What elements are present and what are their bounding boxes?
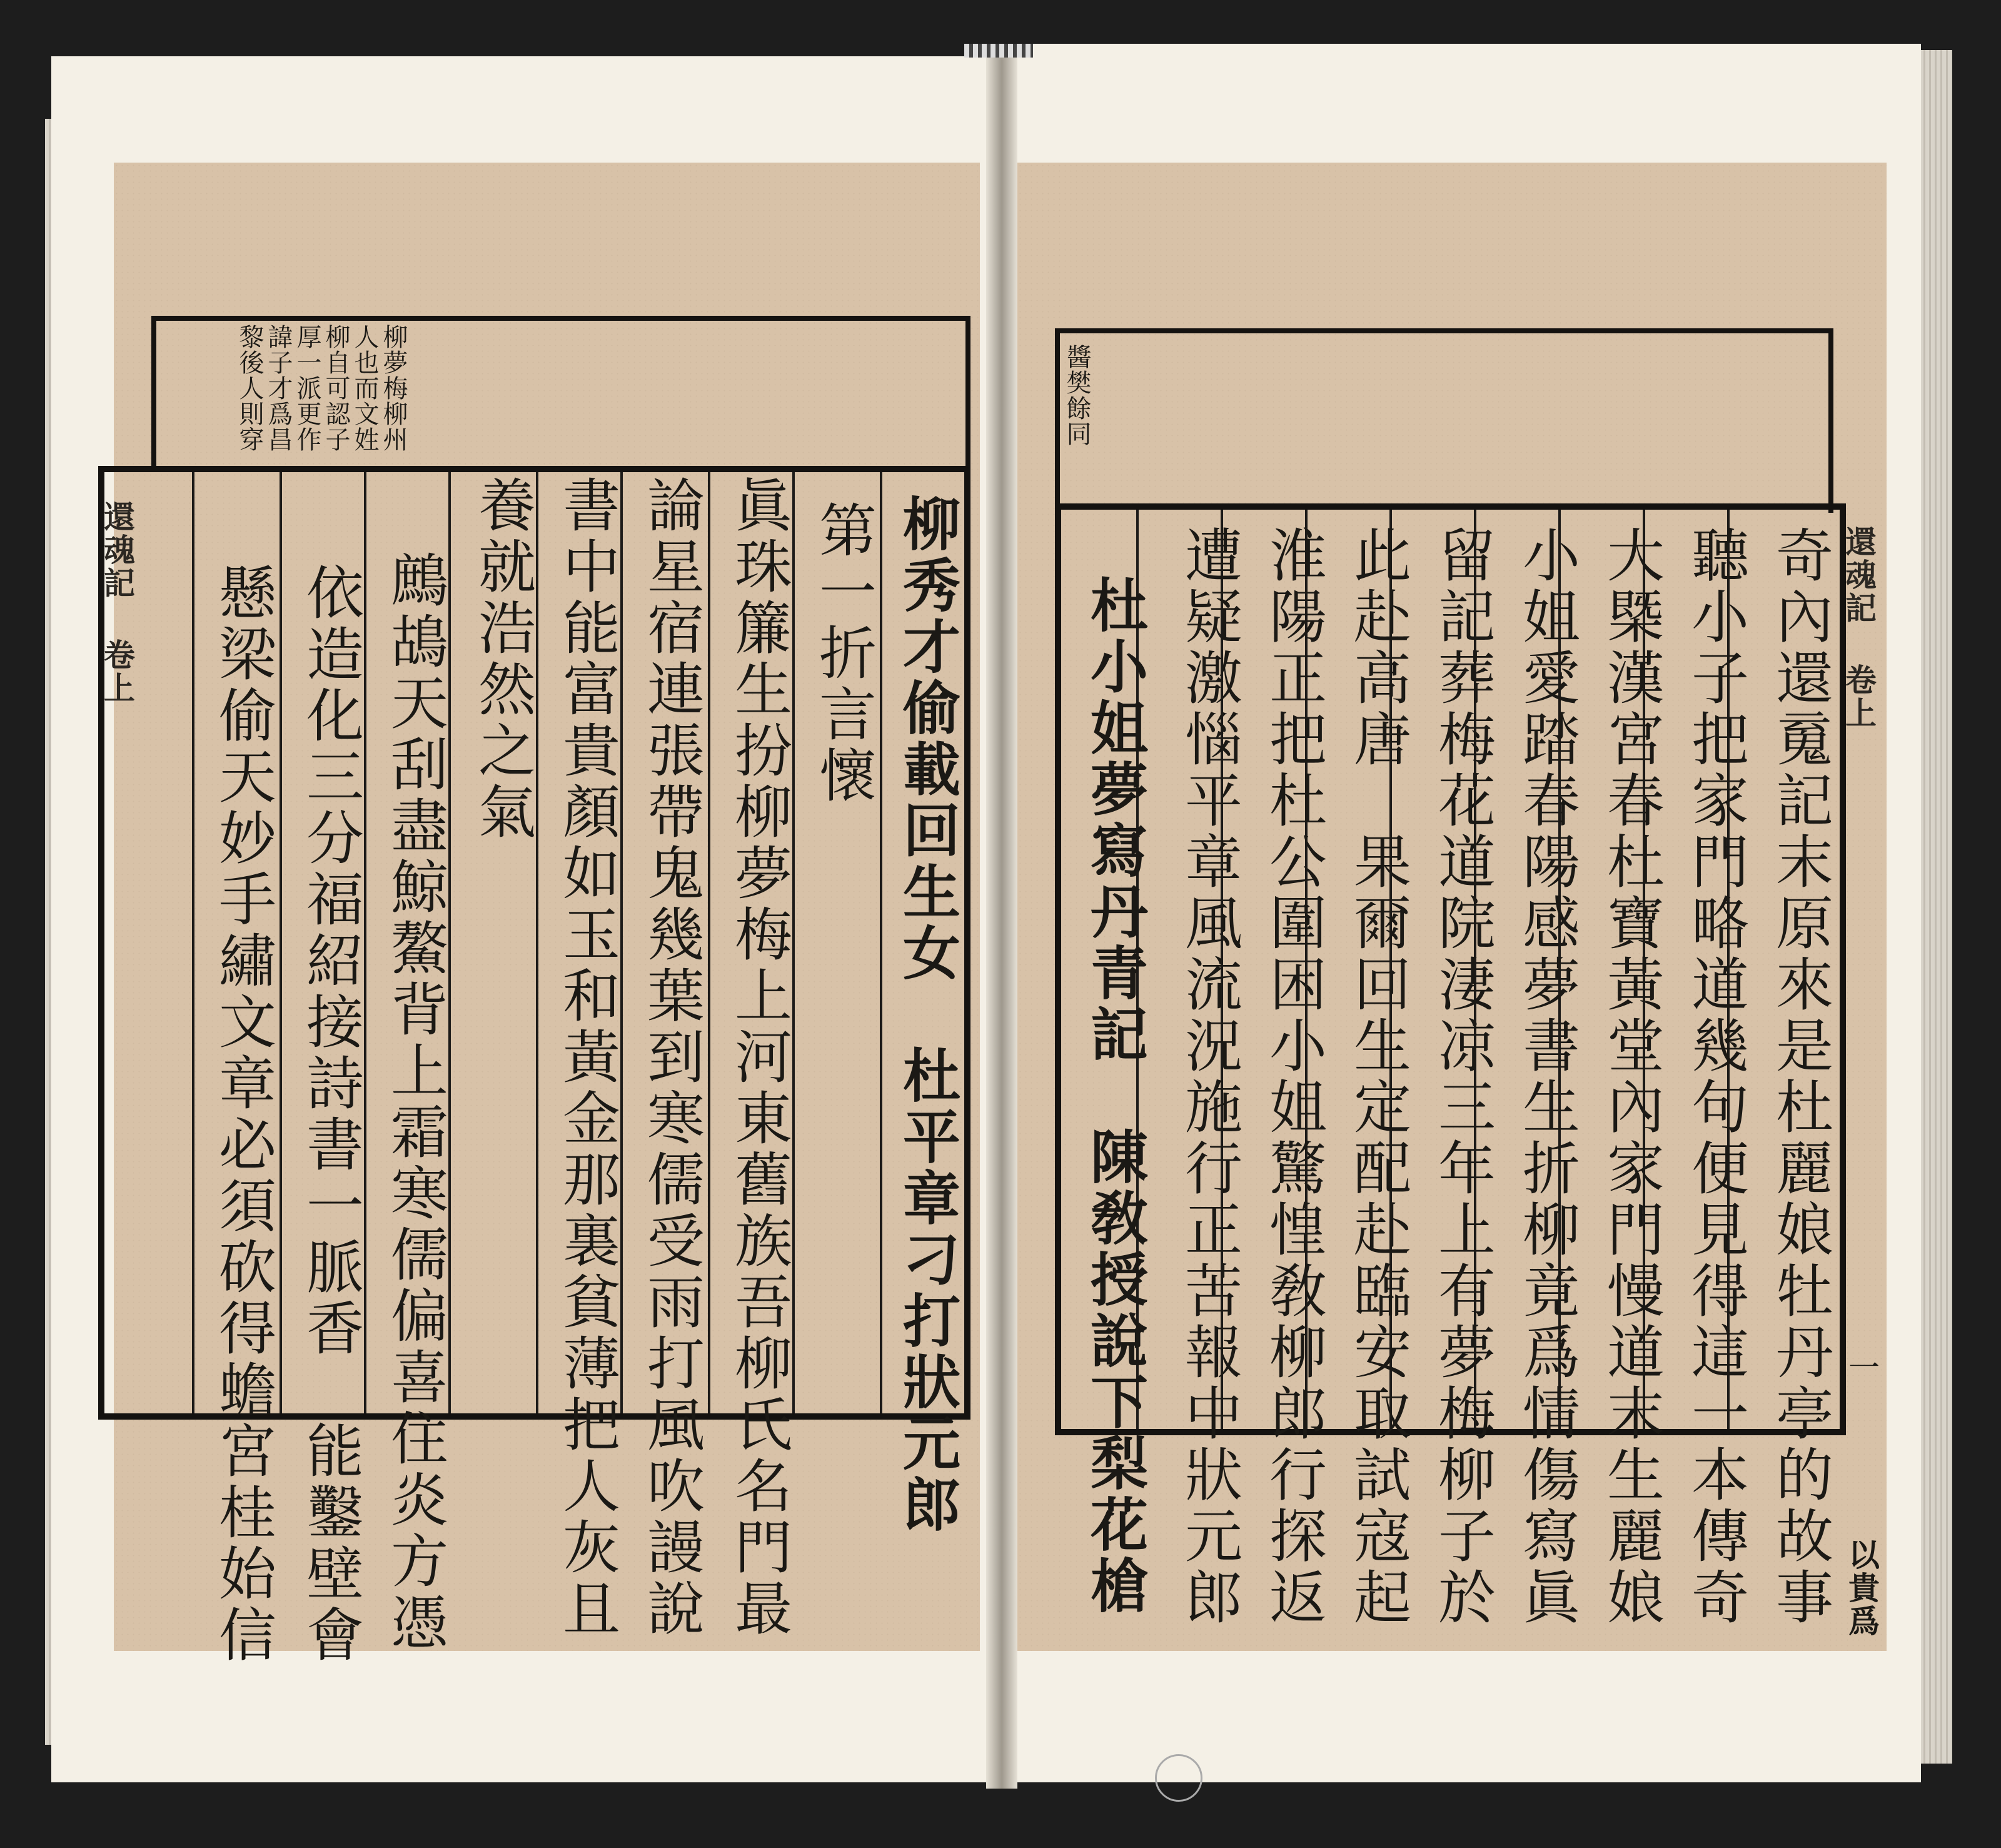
- right-col-2: 聽小子把家門略道幾句便見得這一本傳奇: [1682, 525, 1749, 1628]
- left-col-9: 懸梁偷天妙手繡文章必須砍得蟾宮桂始信: [209, 563, 276, 1666]
- right-margin-note: 醬樊餘同: [1062, 344, 1091, 447]
- right-col-7: 淮陽正把杜公圍困小姐驚惶敎柳郎行探返: [1260, 525, 1327, 1628]
- left-margin-note: 柳夢梅柳州人也而文姓柳自可認子厚一派更作諱子才爲昌黎後人則穿: [235, 324, 408, 452]
- right-top-box: [1055, 328, 1833, 513]
- right-col-8: 遭疑激惱平章風流況施行正苦報中狀元郎: [1176, 525, 1242, 1628]
- right-col-6: 此赴高唐 果爾回生定配赴臨安取試寇起: [1344, 525, 1411, 1628]
- left-col-8: 依造化三分福紹接詩書一脈香 能鑿壁會: [297, 563, 364, 1666]
- right-spine-bottom: 以貴爲: [1843, 1538, 1880, 1638]
- right-spine-title: 還魂記 卷上: [1840, 525, 1877, 730]
- gutter-shadow: [986, 44, 1017, 1789]
- right-col-1: 奇內還䰟記末原來是杜麗娘牡丹亭的故事: [1767, 525, 1833, 1628]
- right-col-3: 大槩漢宮春杜寶黃堂內家門慢道末生麗娘: [1598, 525, 1665, 1628]
- binding-thread: [964, 44, 1033, 58]
- left-col-1: 柳秀才偷載回生女 杜平章刁打狀元郎: [894, 494, 961, 1536]
- right-col-4: 小姐愛踏春陽感夢書生折柳竟爲情傷寫眞: [1513, 525, 1580, 1628]
- left-col-5: 書中能富貴顏如玉和黃金那裏貧薄把人灰且: [553, 475, 620, 1640]
- right-col-5: 留記葬梅花道院淒凉三年上有夢梅柳子於: [1429, 525, 1496, 1628]
- open-book: [45, 44, 1958, 1795]
- left-col-6: 養就浩然之氣: [469, 475, 536, 843]
- left-spine-title: 還魂記 卷上: [99, 500, 136, 705]
- library-seal-icon: [1155, 1754, 1202, 1802]
- left-paper: [99, 163, 980, 1666]
- left-col-2: 第一折言懷: [810, 500, 877, 807]
- right-col-9: 杜小姐夢寫丹青記 陳敎授說下梨花槍: [1081, 575, 1149, 1617]
- left-col-4: 論星宿連張帶鬼幾葉到寒儒受雨打風吹謾說: [638, 475, 705, 1640]
- right-paper: [1017, 163, 1887, 1651]
- right-page-number: 一: [1843, 1351, 1880, 1384]
- left-col-7: 鷓鴣天刮盡鯨鰲背上霜寒儒偏喜住炎方憑: [381, 550, 448, 1654]
- left-col-3: 眞珠簾生扮柳夢梅上河東舊族吾柳氏名門最: [725, 475, 792, 1640]
